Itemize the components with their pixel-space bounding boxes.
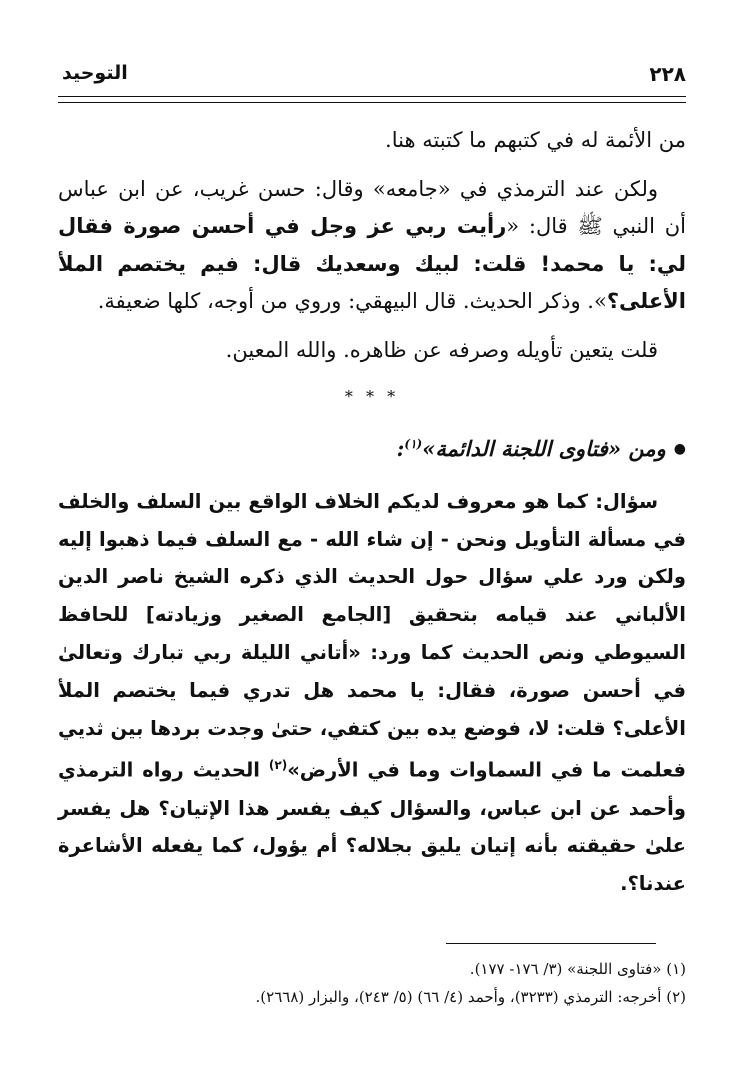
footnotes — [58, 955, 686, 1011]
footnote-1: (١) «فتاوى اللجنة» (٣/ ١٧٦- ١٧٧). — [469, 960, 686, 978]
hadith-quote: رأيت ربي عز وجل في أحسن صورة فقال لي: يا محمد! قلت: لبيك وسعديك قال: فيم يختصم الملأ الأعلى؟ — [58, 214, 686, 313]
paragraph-2-end: ». وذكر الحديث. قال البيهقي: وروي من أوجه، كلها ضعيفة. — [97, 289, 607, 313]
bullet-icon: ● — [673, 441, 686, 458]
main-text — [58, 122, 686, 903]
section-separator: * * * — [344, 387, 400, 406]
source-heading-text: ومن «فتاوى اللجنة الدائمة» — [422, 435, 666, 461]
footnote-ref-1: (١) — [404, 436, 423, 451]
source-heading — [58, 426, 686, 469]
question-part-2: الحديث رواه الترمذي وأحمد عن ابن عباس، والسؤال كيف يفسر هذا الإتيان؟ هل يفسر علىٰ حقيقته بأنه إتيان يليق بجلاله؟ أم يؤول، كما يفعله الأشاعرة عندنا؟. — [58, 758, 686, 896]
footnote-ref-2: (٢) — [268, 758, 288, 773]
question-part-1: سؤال: كما هو معروف لديكم الخلاف الواقع بين السلف والخلف في مسألة التأويل ونحن - إن شاء الله - مع السلف فيما ذهبوا إليه ولكن ورد علي سؤال حول الحديث الذي ذكره الشيخ ناصر الدين الألباني عند قيامه بتحقيق [الجامع الصغير وزيادته] للحافظ السيوطي ونص الحديث كما ورد: «أتاني الليلة ربي تبارك وتعالىٰ في أحسن صورة، فقال: يا محمد هل تدري فيما يختصم الملأ الأعلى؟ قلت: لا، فوضع يده بين كتفي، حتىٰ وجدت بردها بين ثديي فعلمت ما في السماوات وما في الأرض» — [58, 489, 686, 782]
paragraph-3: قلت يتعين تأويله وصرفه عن ظاهره. والله المعين. — [225, 337, 658, 362]
question-text — [58, 483, 686, 903]
footnote-2: (٢) أخرجه: الترمذي (٣٢٣٣)، وأحمد (٤/ ٦٦) (٥/ ٢٤٣)، والبزار (٢٦٦٨). — [255, 988, 686, 1006]
paragraph-2 — [58, 171, 686, 321]
source-heading-colon: : — [396, 435, 405, 461]
header-rule-top — [58, 96, 686, 97]
page-number: ٢٢٨ — [649, 62, 686, 86]
running-title: التوحيد — [62, 62, 128, 84]
page-header — [62, 62, 686, 92]
paragraph-1: من الأئمة له في كتبهم ما كتبته هنا. — [385, 128, 686, 152]
footnote-separator — [446, 943, 656, 944]
header-rule-bottom — [58, 102, 686, 103]
paragraph-2-start: ولكن عند الترمذي في «جامعه» وقال: حسن غريب، عن ابن عباس أن النبي ﷺ قال: « — [58, 176, 686, 238]
